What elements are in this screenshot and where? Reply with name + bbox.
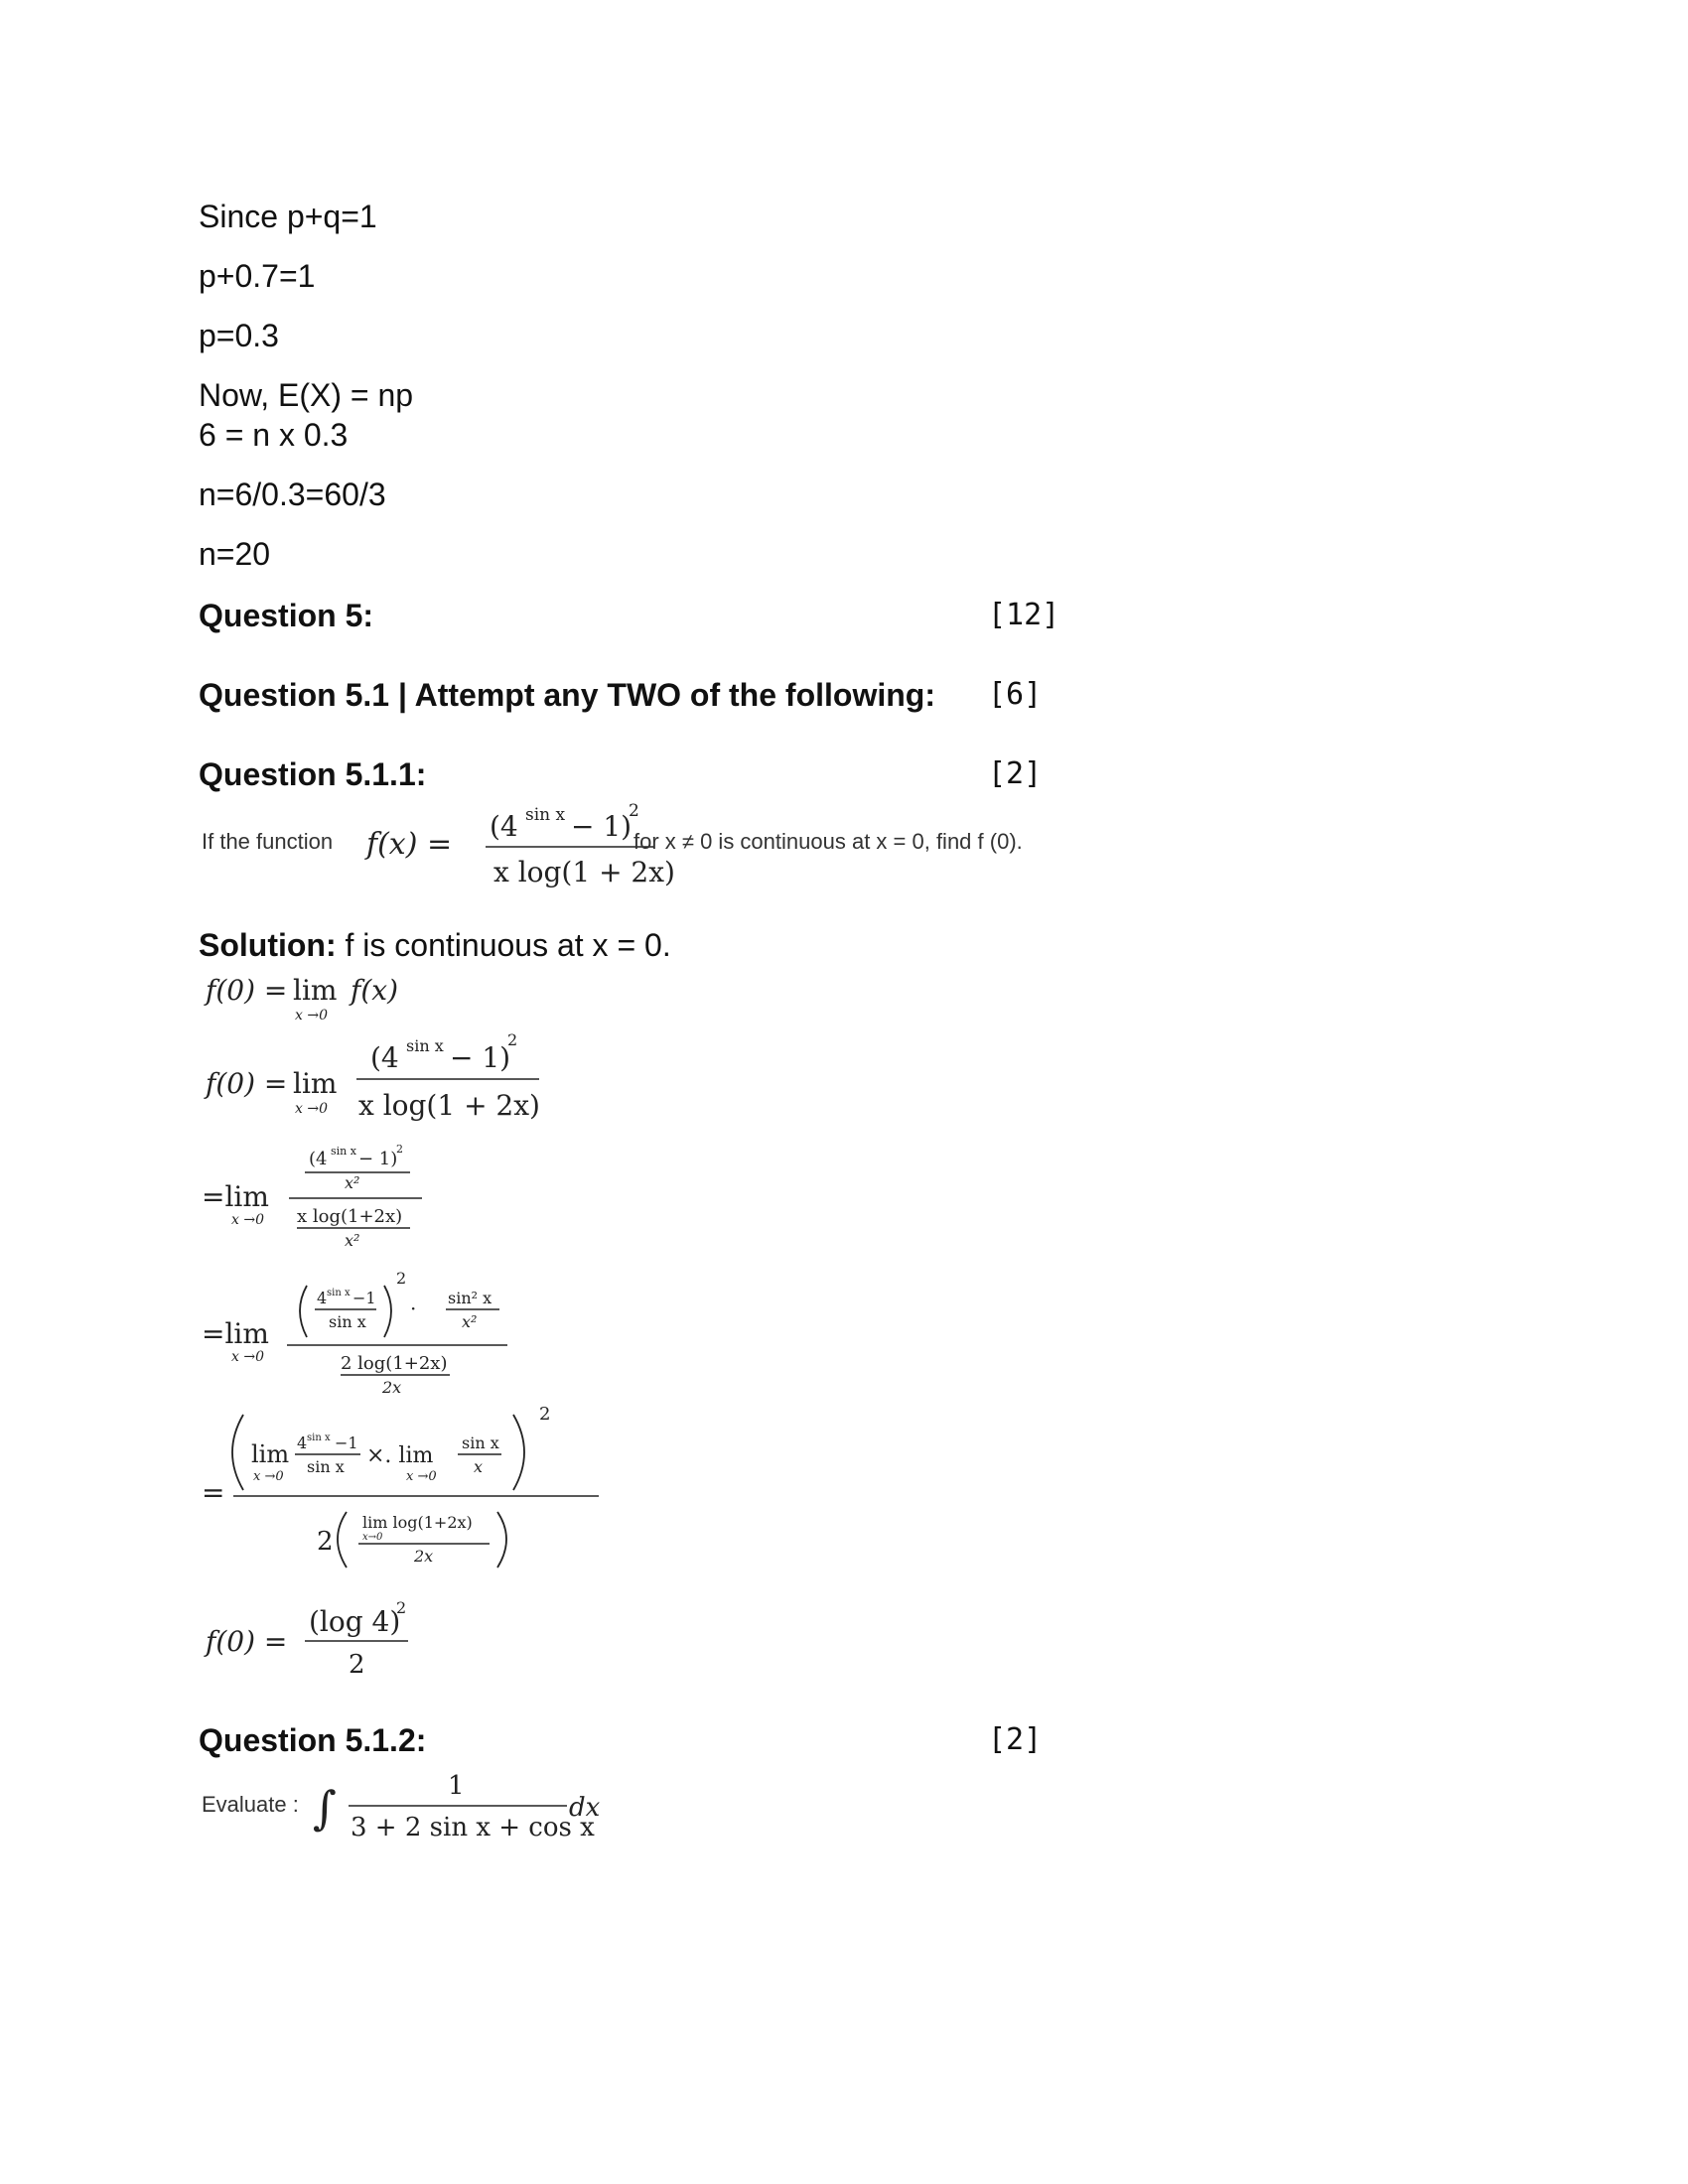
svg-text:2: 2	[629, 801, 639, 821]
problem-5-1-2	[202, 1762, 797, 1851]
svg-text:2: 2	[349, 1650, 365, 1680]
integral-formula	[309, 1762, 726, 1851]
solution-text: f is continuous at x = 0.	[336, 927, 671, 963]
svg-text:f(x) =: f(x) =	[366, 827, 453, 862]
svg-text:2x: 2x	[414, 1547, 434, 1566]
step-4-rearrange	[202, 1269, 507, 1397]
svg-text:x²: x²	[345, 1173, 360, 1192]
svg-text:x log(1 + 2x): x log(1 + 2x)	[493, 856, 675, 888]
question-5-1-1-marks: [2]	[988, 756, 1043, 791]
svg-text:x log(1 + 2x): x log(1 + 2x)	[358, 1089, 540, 1122]
svg-text:=lim: =lim	[202, 1317, 269, 1350]
svg-text:=: =	[202, 1476, 225, 1509]
text-line-p-value: p=0.3	[199, 318, 279, 353]
svg-text:− 1): − 1)	[450, 1041, 511, 1074]
step-2-substitute	[204, 1030, 540, 1122]
svg-text:f(0) =: f(0) =	[206, 974, 288, 1007]
svg-text:2: 2	[396, 1143, 403, 1156]
text-line-n-result: n=20	[199, 536, 271, 572]
text-line-six: 6 = n x 0.3	[199, 417, 349, 453]
question-5-1-1-heading: Question 5.1.1:	[199, 756, 427, 792]
svg-text:f(x): f(x)	[351, 974, 399, 1007]
svg-text:sin x: sin x	[525, 805, 566, 825]
svg-text:lim log(1+2x): lim log(1+2x)	[362, 1513, 473, 1532]
svg-text:2: 2	[396, 1598, 407, 1617]
step-5-separate-limits	[202, 1404, 599, 1568]
solution-derivation	[202, 968, 897, 1683]
svg-text:dx: dx	[569, 1793, 601, 1823]
svg-text:x log(1+2x): x log(1+2x)	[297, 1206, 403, 1227]
step-1-limit	[204, 974, 398, 1024]
problem-prefix-evaluate: Evaluate :	[202, 1792, 299, 1817]
svg-text:2: 2	[539, 1404, 551, 1425]
svg-text:x →0: x →0	[253, 1469, 284, 1484]
svg-text:2x: 2x	[382, 1378, 402, 1397]
svg-text:sin² x: sin² x	[448, 1289, 492, 1307]
svg-text:f(0) =: f(0) =	[206, 1067, 288, 1100]
svg-text:x→0: x→0	[362, 1532, 383, 1543]
question-5-marks: [12]	[988, 598, 1060, 632]
solution-line	[199, 925, 671, 965]
svg-text:x: x	[474, 1457, 484, 1476]
question-5-heading: Question 5:	[199, 598, 374, 633]
svg-text:f(0) =: f(0) =	[206, 1625, 288, 1658]
svg-text:x²: x²	[462, 1312, 478, 1331]
svg-text:x²: x²	[345, 1231, 360, 1250]
problem-5-1-1	[202, 794, 1095, 893]
svg-text:−1: −1	[352, 1289, 376, 1307]
svg-text:sin x: sin x	[307, 1457, 345, 1476]
question-5-1-marks: [6]	[988, 677, 1043, 712]
svg-text:2: 2	[317, 1527, 334, 1557]
svg-text:sin x: sin x	[331, 1145, 356, 1158]
svg-text:x →0: x →0	[406, 1469, 437, 1484]
problem-suffix: for x ≠ 0 is continuous at x = 0, find f (0).	[633, 829, 1023, 854]
solution-label: Solution:	[199, 927, 337, 963]
text-line-p-plus: p+0.7=1	[199, 258, 316, 294]
svg-text:=lim: =lim	[202, 1180, 269, 1213]
svg-text:(4: (4	[370, 1041, 399, 1074]
svg-text:2 log(1+2x): 2 log(1+2x)	[341, 1353, 448, 1374]
question-5-1-2-heading: Question 5.1.2:	[199, 1722, 427, 1758]
svg-text:(4: (4	[490, 810, 518, 843]
svg-text:∫: ∫	[313, 1781, 337, 1835]
svg-text:−1: −1	[335, 1433, 358, 1452]
question-5-1-heading: Question 5.1 | Attempt any TWO of the following:	[199, 677, 935, 713]
svg-text:×. lim: ×. lim	[366, 1443, 434, 1468]
svg-text:4: 4	[317, 1289, 328, 1307]
svg-text:lim: lim	[293, 974, 338, 1007]
svg-text:lim: lim	[293, 1067, 338, 1100]
svg-text:(4: (4	[309, 1149, 328, 1169]
svg-text:3 + 2 sin x + cos x: 3 + 2 sin x + cos x	[351, 1813, 595, 1843]
svg-text:x →0: x →0	[295, 1101, 328, 1117]
step-3-divide	[202, 1143, 422, 1250]
svg-text:sin x: sin x	[329, 1312, 366, 1331]
svg-text:2: 2	[507, 1030, 518, 1049]
svg-text:x →0: x →0	[231, 1212, 264, 1228]
text-line-n-calc: n=6/0.3=60/3	[199, 477, 386, 512]
svg-text:sin x: sin x	[462, 1433, 499, 1452]
svg-text:·: ·	[410, 1297, 417, 1320]
svg-text:1: 1	[448, 1771, 465, 1801]
svg-text:x →0: x →0	[231, 1349, 264, 1365]
problem-prefix: If the function	[202, 829, 334, 854]
question-5-1-2-marks: [2]	[988, 1722, 1043, 1757]
svg-text:x →0: x →0	[295, 1008, 328, 1024]
text-line-expectation: Now, E(X) = np	[199, 377, 414, 413]
svg-text:− 1): − 1)	[358, 1149, 398, 1169]
svg-text:(log 4): (log 4)	[309, 1605, 401, 1638]
text-line-since: Since p+q=1	[199, 199, 377, 234]
svg-text:2: 2	[396, 1269, 407, 1288]
svg-text:− 1): − 1)	[571, 810, 633, 843]
svg-text:sin x: sin x	[327, 1288, 351, 1298]
svg-text:4: 4	[297, 1433, 308, 1452]
step-6-result	[204, 1598, 408, 1680]
svg-text:sin x: sin x	[406, 1036, 444, 1055]
svg-text:sin x: sin x	[307, 1433, 331, 1443]
svg-text:lim: lim	[251, 1440, 290, 1468]
